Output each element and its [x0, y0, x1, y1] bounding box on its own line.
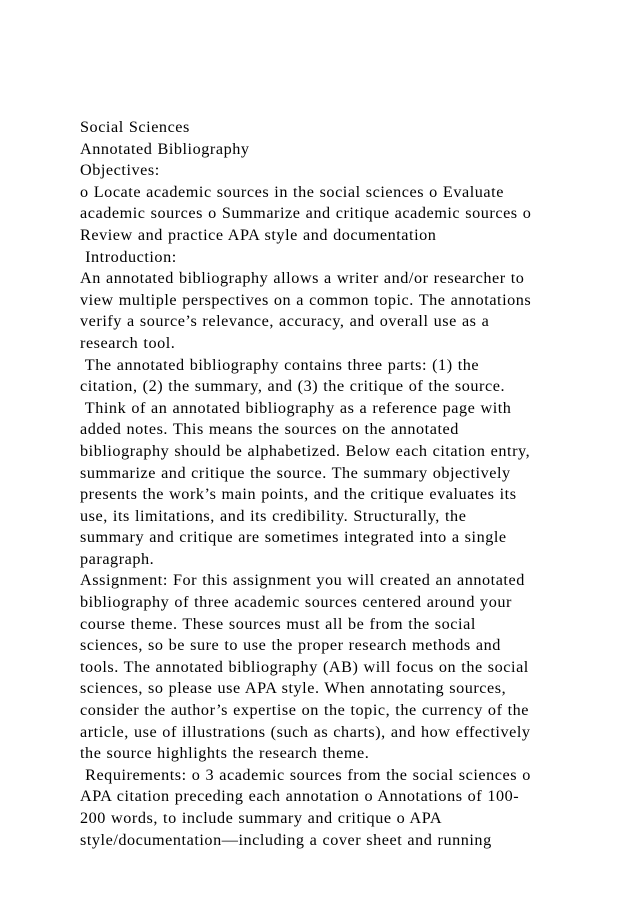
text-line: view multiple perspectives on a common topic. The annotations	[80, 290, 532, 309]
document-subtitle: Annotated Bibliography	[80, 139, 250, 158]
text-line: Requirements: o 3 academic sources from the social sciences o	[80, 765, 531, 784]
text-line: o Locate academic sources in the social sciences o Evaluate	[80, 182, 504, 201]
text-line: use, its limitations, and its credibility. Structurally, the	[80, 506, 467, 525]
text-line: APA citation preceding each annotation o Annotations of 100-	[80, 787, 520, 806]
introduction-heading: Introduction:	[80, 247, 177, 266]
text-line: citation, (2) the summary, and (3) the critique of the source.	[80, 377, 506, 396]
text-line: sciences, so please use APA style. When annotating sources,	[80, 679, 507, 698]
text-line: sciences, so be sure to use the proper research methods and	[80, 636, 501, 655]
text-line: bibliography should be alphabetized. Below each citation entry,	[80, 441, 531, 460]
document-body	[80, 117, 598, 851]
text-line: paragraph.	[80, 549, 155, 568]
text-line: bibliography of three academic sources centered around your	[80, 593, 512, 612]
text-line: article, use of illustrations (such as charts), and how effectively	[80, 722, 531, 741]
text-line: research tool.	[80, 333, 176, 352]
text-line: Review and practice APA style and documentation	[80, 225, 437, 244]
text-line: An annotated bibliography allows a writer and/or researcher to	[80, 269, 525, 288]
text-line: Think of an annotated bibliography as a reference page with	[80, 398, 512, 417]
text-line: summarize and critique the source. The summary objectively	[80, 463, 511, 482]
text-line: Assignment: For this assignment you will created an annotated	[80, 571, 525, 590]
text-line: the source highlights the research theme.	[80, 744, 370, 763]
text-line: consider the author’s expertise on the topic, the currency of the	[80, 701, 530, 720]
text-line: academic sources o Summarize and critique academic sources o	[80, 204, 532, 223]
text-line: added notes. This means the sources on the annotated	[80, 420, 459, 439]
text-line: course theme. These sources must all be from the social	[80, 614, 476, 633]
text-line: presents the work’s main points, and the critique evaluates its	[80, 485, 517, 504]
objectives-heading: Objectives:	[80, 161, 160, 180]
text-line: verify a source’s relevance, accuracy, and overall use as a	[80, 312, 490, 331]
text-line: The annotated bibliography contains three parts: (1) the	[80, 355, 480, 374]
text-line: 200 words, to include summary and critique o APA	[80, 809, 443, 827]
text-line: tools. The annotated bibliography (AB) will focus on the social	[80, 657, 529, 676]
text-line: summary and critique are sometimes integrated into a single	[80, 528, 507, 547]
text-line: style/documentation—including a cover sheet and running	[80, 830, 492, 849]
document-title: Social Sciences	[80, 118, 190, 136]
